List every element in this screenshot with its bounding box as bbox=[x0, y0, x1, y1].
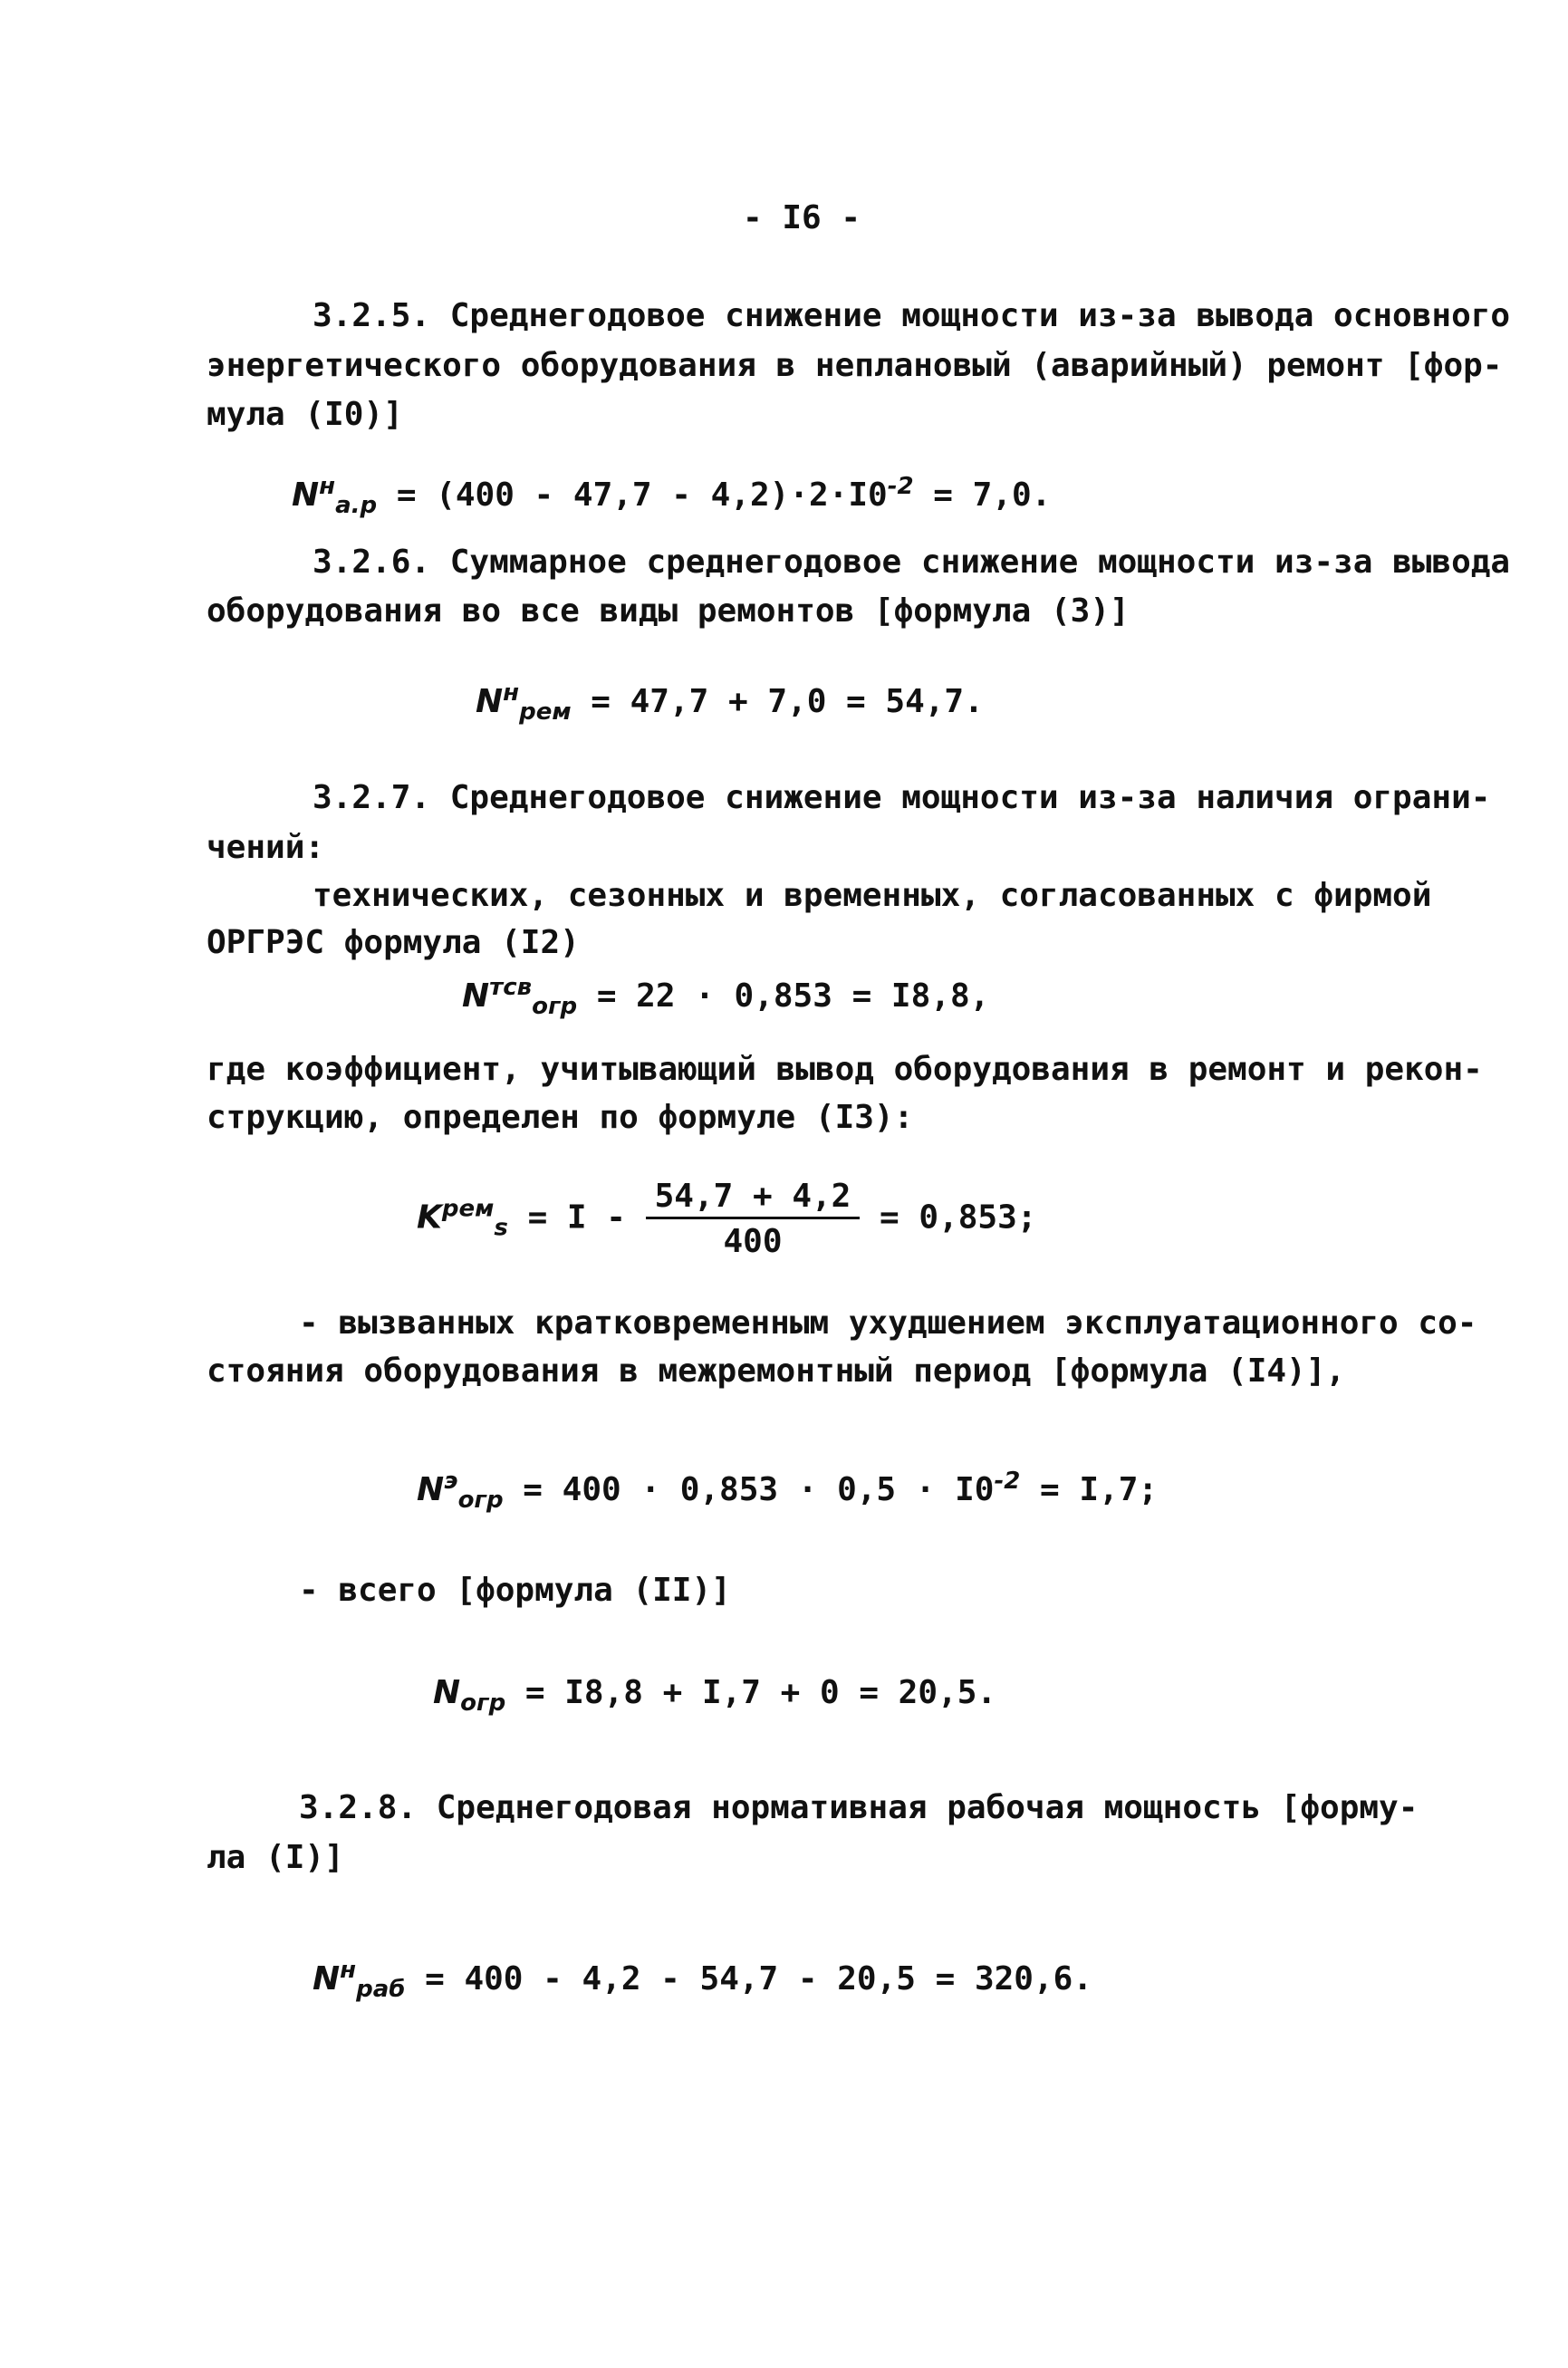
s328-line2: ла (I)] bbox=[207, 1839, 344, 1876]
formula-symbol: N bbox=[313, 1960, 341, 1997]
s327-line5: где коэффициент, учитывающий вывод оборудования в ремонт и рекон- bbox=[207, 1051, 1483, 1088]
formula-ks-rem bbox=[417, 1178, 1036, 1260]
formula-pre: = I - bbox=[507, 1198, 646, 1237]
formula-exponent: -2 bbox=[887, 473, 914, 500]
formula-nrab bbox=[313, 1957, 1092, 2003]
formula-post: = 0,853; bbox=[880, 1198, 1037, 1237]
s327-line2: чений: bbox=[207, 829, 325, 866]
formula-sub: s bbox=[494, 1214, 508, 1242]
s327-line8: стояния оборудования в межремонтный период [формула (I4)], bbox=[207, 1352, 1346, 1390]
formula-symbol: N bbox=[476, 683, 504, 720]
formula-sub: огр bbox=[457, 1487, 504, 1515]
formula-sup: н bbox=[319, 473, 336, 500]
formula-sub: огр bbox=[460, 1689, 506, 1718]
formula-sup: н bbox=[340, 1957, 357, 1984]
s327-line7: - вызванных кратковременным ухудшением эксплуатационного со- bbox=[299, 1304, 1477, 1342]
formula-expr: = 400 - 4,2 - 54,7 - 20,5 = 320,6. bbox=[405, 1960, 1093, 1997]
formula-sup: н bbox=[503, 679, 520, 707]
formula-nrem bbox=[476, 679, 984, 726]
formula-nar bbox=[292, 473, 1051, 519]
formula-symbol: N bbox=[417, 1471, 445, 1508]
formula-sub: а.р bbox=[335, 492, 378, 520]
formula-symbol: N bbox=[462, 977, 490, 1015]
formula-sub: раб bbox=[356, 1976, 406, 2004]
formula-expr: = I8,8 + I,7 + 0 = 20,5. bbox=[505, 1674, 997, 1711]
formula-expr: = 47,7 + 7,0 = 54,7. bbox=[571, 683, 984, 720]
formula-post: = I,7; bbox=[1020, 1471, 1159, 1508]
s325-line2: энергетического оборудования в неплановый (аварийный) ремонт [фор- bbox=[207, 347, 1503, 384]
s327-line3: технических, сезонных и временных, согласованных с фирмой bbox=[313, 877, 1432, 914]
formula-sub: рем bbox=[519, 698, 572, 727]
s326-line2: оборудования во все виды ремонтов [формула (3)] bbox=[207, 592, 1130, 630]
s326-line1: 3.2.6. Суммарное среднегодовое снижение мощности из-за вывода bbox=[313, 544, 1511, 581]
formula-symbol: N bbox=[292, 476, 320, 514]
s325-line3: мула (I0)] bbox=[207, 396, 403, 433]
formula-sup: рем bbox=[441, 1195, 495, 1223]
s325-line1: 3.2.5. Среднегодовое снижение мощности из-за вывода основного bbox=[313, 297, 1511, 334]
formula-symbol: K bbox=[417, 1198, 442, 1237]
formula-symbol: N bbox=[433, 1674, 461, 1711]
s327-line1: 3.2.7. Среднегодовое снижение мощности из-за наличия ограни- bbox=[313, 779, 1491, 816]
page-number: - I6 - bbox=[743, 199, 861, 236]
formula-sup: э bbox=[444, 1468, 458, 1495]
fraction-numerator: 54,7 + 4,2 bbox=[646, 1178, 861, 1219]
formula-sup: тсв bbox=[489, 974, 533, 1001]
s327-line4: ОРГРЭС формула (I2) bbox=[207, 924, 580, 961]
formula-sub: огр bbox=[532, 993, 578, 1021]
formula-result: = 7,0. bbox=[913, 476, 1052, 514]
fraction-denominator: 400 bbox=[723, 1223, 783, 1260]
formula-exponent: -2 bbox=[994, 1468, 1021, 1495]
formula-nogr-e bbox=[417, 1468, 1158, 1514]
fraction bbox=[646, 1178, 861, 1260]
formula-expr: = 22 · 0,853 = I8,8, bbox=[577, 977, 990, 1015]
formula-expr: = (400 - 47,7 - 4,2)·2·I0 bbox=[377, 476, 888, 514]
formula-nogr-tsv bbox=[462, 974, 989, 1020]
s328-line1: 3.2.8. Среднегодовая нормативная рабочая мощность [форму- bbox=[299, 1789, 1419, 1826]
formula-nogr bbox=[433, 1674, 996, 1717]
formula-expr: = 400 · 0,853 · 0,5 · I0 bbox=[503, 1471, 995, 1508]
s327-line6: струкцию, определен по формуле (I3): bbox=[207, 1099, 914, 1136]
s327-line9: - всего [формула (II)] bbox=[299, 1572, 731, 1609]
